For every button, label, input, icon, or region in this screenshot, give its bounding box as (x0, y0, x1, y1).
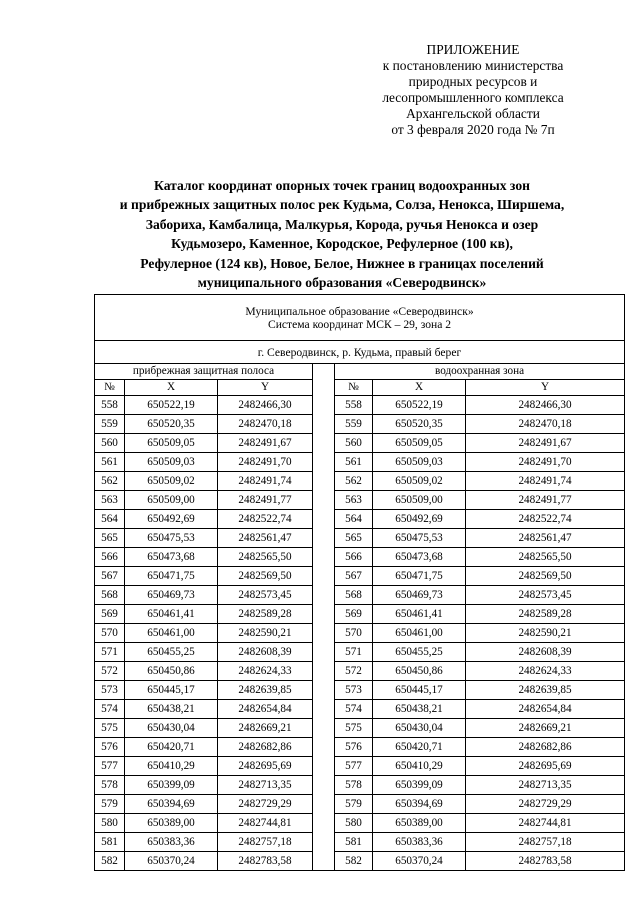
appendix-line: природных ресурсов и (408, 74, 538, 89)
right-y-coordinate: 2482624,33 (466, 662, 625, 681)
right-y-coordinate: 2482654,84 (466, 700, 625, 719)
left-y-coordinate: 2482654,84 (218, 700, 313, 719)
table-row (95, 681, 625, 700)
left-y-coordinate: 2482491,67 (218, 434, 313, 453)
table-row (95, 719, 625, 738)
table-row (95, 814, 625, 833)
left-point-number: 570 (95, 624, 125, 643)
right-x-coordinate: 650461,41 (373, 605, 466, 624)
left-point-number: 569 (95, 605, 125, 624)
column-header-y: Y (218, 380, 313, 396)
left-y-coordinate: 2482491,70 (218, 453, 313, 472)
table-row (95, 795, 625, 814)
table-row (95, 738, 625, 757)
title-line: и прибрежных защитных полос рек Кудьма, Солза, Ненокса, Ширшема, (119, 197, 565, 213)
right-point-number: 560 (335, 434, 373, 453)
column-header-x: X (373, 380, 466, 396)
right-y-coordinate: 2482491,77 (466, 491, 625, 510)
left-point-number: 580 (95, 814, 125, 833)
left-y-coordinate: 2482757,18 (218, 833, 313, 852)
left-x-coordinate: 650438,21 (125, 700, 218, 719)
left-point-number: 581 (95, 833, 125, 852)
right-y-coordinate: 2482491,74 (466, 472, 625, 491)
left-point-number: 558 (95, 396, 125, 415)
column-separator (313, 364, 335, 871)
right-point-number: 564 (335, 510, 373, 529)
right-y-coordinate: 2482783,58 (466, 852, 625, 871)
right-point-number: 570 (335, 624, 373, 643)
right-point-number: 562 (335, 472, 373, 491)
right-point-number: 575 (335, 719, 373, 738)
left-point-number: 571 (95, 643, 125, 662)
right-y-coordinate: 2482589,28 (466, 605, 625, 624)
column-header-x: X (125, 380, 218, 396)
title-line: Каталог координат опорных точек границ водоохранных зон (154, 178, 530, 193)
right-point-number: 569 (335, 605, 373, 624)
table-header-municipality-row (95, 295, 625, 341)
right-point-number: 576 (335, 738, 373, 757)
table-header-location-row (95, 341, 625, 364)
table-row (95, 700, 625, 719)
right-point-number: 581 (335, 833, 373, 852)
left-point-number: 575 (95, 719, 125, 738)
table-row (95, 472, 625, 491)
table-row (95, 548, 625, 567)
title-line: Забориха, Камбалица, Малкурья, Корода, ручья Ненокса и озер (145, 216, 539, 232)
left-point-number: 560 (95, 434, 125, 453)
left-point-number: 577 (95, 757, 125, 776)
left-y-coordinate: 2482561,47 (218, 529, 313, 548)
left-x-coordinate: 650383,36 (125, 833, 218, 852)
left-point-number: 559 (95, 415, 125, 434)
left-y-coordinate: 2482569,50 (218, 567, 313, 586)
right-x-coordinate: 650475,53 (373, 529, 466, 548)
title-line: Кудьмозеро, Каменное, Кородское, Рефулерное (100 кв), (171, 236, 513, 252)
left-x-coordinate: 650473,68 (125, 548, 218, 567)
left-x-coordinate: 650509,03 (125, 453, 218, 472)
table-row (95, 624, 625, 643)
table-row (95, 415, 625, 434)
left-point-number: 563 (95, 491, 125, 510)
right-y-coordinate: 2482491,70 (466, 453, 625, 472)
left-point-number: 576 (95, 738, 125, 757)
coordinates-table (94, 294, 625, 871)
right-x-coordinate: 650520,35 (373, 415, 466, 434)
appendix-heading: ПРИЛОЖЕНИЕ (426, 42, 520, 57)
right-y-coordinate: 2482561,47 (466, 529, 625, 548)
right-point-number: 566 (335, 548, 373, 567)
left-x-coordinate: 650461,41 (125, 605, 218, 624)
left-point-number: 562 (95, 472, 125, 491)
right-point-number: 574 (335, 700, 373, 719)
left-point-number: 578 (95, 776, 125, 795)
table-row (95, 662, 625, 681)
left-point-number: 565 (95, 529, 125, 548)
left-x-coordinate: 650394,69 (125, 795, 218, 814)
right-y-coordinate: 2482608,39 (466, 643, 625, 662)
right-x-coordinate: 650383,36 (373, 833, 466, 852)
left-y-coordinate: 2482608,39 (218, 643, 313, 662)
left-y-coordinate: 2482491,77 (218, 491, 313, 510)
right-x-coordinate: 650469,73 (373, 586, 466, 605)
right-y-coordinate: 2482639,85 (466, 681, 625, 700)
left-x-coordinate: 650471,75 (125, 567, 218, 586)
municipality-name: Муниципальное образование «Северодвинск» (245, 304, 474, 318)
right-x-coordinate: 650509,03 (373, 453, 466, 472)
table-row (95, 643, 625, 662)
table-row (95, 833, 625, 852)
right-x-coordinate: 650455,25 (373, 643, 466, 662)
coordinate-system: Система координат МСК – 29, зона 2 (267, 317, 452, 331)
right-x-coordinate: 650430,04 (373, 719, 466, 738)
right-x-coordinate: 650509,00 (373, 491, 466, 510)
left-y-coordinate: 2482470,18 (218, 415, 313, 434)
left-y-coordinate: 2482744,81 (218, 814, 313, 833)
left-x-coordinate: 650420,71 (125, 738, 218, 757)
right-y-coordinate: 2482565,50 (466, 548, 625, 567)
left-y-coordinate: 2482589,28 (218, 605, 313, 624)
right-point-number: 568 (335, 586, 373, 605)
right-x-coordinate: 650473,68 (373, 548, 466, 567)
right-point-number: 578 (335, 776, 373, 795)
right-y-coordinate: 2482757,18 (466, 833, 625, 852)
right-point-number: 580 (335, 814, 373, 833)
appendix-block (330, 42, 616, 138)
right-y-coordinate: 2482744,81 (466, 814, 625, 833)
right-x-coordinate: 650445,17 (373, 681, 466, 700)
title-line: Рефулерное (124 кв), Новое, Белое, Нижнее в границах поселений (140, 255, 544, 271)
right-y-coordinate: 2482682,86 (466, 738, 625, 757)
left-point-number: 564 (95, 510, 125, 529)
right-point-number: 567 (335, 567, 373, 586)
left-x-coordinate: 650389,00 (125, 814, 218, 833)
left-point-number: 582 (95, 852, 125, 871)
table-row (95, 396, 625, 415)
left-point-number: 567 (95, 567, 125, 586)
right-x-coordinate: 650450,86 (373, 662, 466, 681)
table-header-columns-row (95, 380, 625, 396)
right-point-number: 572 (335, 662, 373, 681)
left-point-number: 572 (95, 662, 125, 681)
right-y-coordinate: 2482569,50 (466, 567, 625, 586)
table-row (95, 453, 625, 472)
right-y-coordinate: 2482695,69 (466, 757, 625, 776)
left-y-coordinate: 2482669,21 (218, 719, 313, 738)
left-y-coordinate: 2482565,50 (218, 548, 313, 567)
left-y-coordinate: 2482573,45 (218, 586, 313, 605)
left-y-coordinate: 2482639,85 (218, 681, 313, 700)
right-x-coordinate: 650509,05 (373, 434, 466, 453)
left-point-number: 573 (95, 681, 125, 700)
municipality-cell (95, 295, 625, 341)
left-y-coordinate: 2482682,86 (218, 738, 313, 757)
table-row (95, 852, 625, 871)
column-header-num: № (95, 380, 125, 396)
appendix-line: к постановлению министерства (382, 58, 564, 73)
table-row (95, 586, 625, 605)
right-x-coordinate: 650399,09 (373, 776, 466, 795)
appendix-line: Архангельской области (406, 106, 540, 121)
left-point-number: 574 (95, 700, 125, 719)
right-x-coordinate: 650389,00 (373, 814, 466, 833)
left-x-coordinate: 650522,19 (125, 396, 218, 415)
left-x-coordinate: 650450,86 (125, 662, 218, 681)
table-row (95, 776, 625, 795)
right-point-number: 579 (335, 795, 373, 814)
right-y-coordinate: 2482573,45 (466, 586, 625, 605)
table-row (95, 434, 625, 453)
left-y-coordinate: 2482695,69 (218, 757, 313, 776)
right-x-coordinate: 650471,75 (373, 567, 466, 586)
right-x-coordinate: 650461,00 (373, 624, 466, 643)
table-row (95, 529, 625, 548)
left-x-coordinate: 650520,35 (125, 415, 218, 434)
right-point-number: 573 (335, 681, 373, 700)
right-x-coordinate: 650410,29 (373, 757, 466, 776)
right-y-coordinate: 2482729,29 (466, 795, 625, 814)
right-x-coordinate: 650438,21 (373, 700, 466, 719)
right-point-number: 577 (335, 757, 373, 776)
left-x-coordinate: 650445,17 (125, 681, 218, 700)
left-x-coordinate: 650430,04 (125, 719, 218, 738)
right-point-number: 582 (335, 852, 373, 871)
left-x-coordinate: 650410,29 (125, 757, 218, 776)
appendix-date-line: от 3 февраля 2020 года № 7п (391, 122, 555, 137)
left-x-coordinate: 650509,02 (125, 472, 218, 491)
column-header-num: № (335, 380, 373, 396)
left-y-coordinate: 2482491,74 (218, 472, 313, 491)
left-x-coordinate: 650461,00 (125, 624, 218, 643)
left-y-coordinate: 2482624,33 (218, 662, 313, 681)
right-point-number: 561 (335, 453, 373, 472)
left-y-coordinate: 2482590,21 (218, 624, 313, 643)
left-x-coordinate: 650475,53 (125, 529, 218, 548)
appendix-line: лесопромышленного комплекса (382, 90, 564, 105)
right-x-coordinate: 650522,19 (373, 396, 466, 415)
location-cell: г. Северодвинск, р. Кудьма, правый берег (95, 341, 625, 364)
left-y-coordinate: 2482783,58 (218, 852, 313, 871)
left-y-coordinate: 2482729,29 (218, 795, 313, 814)
right-point-number: 558 (335, 396, 373, 415)
column-header-y: Y (466, 380, 625, 396)
right-x-coordinate: 650394,69 (373, 795, 466, 814)
right-x-coordinate: 650370,24 (373, 852, 466, 871)
table-row (95, 491, 625, 510)
right-x-coordinate: 650509,02 (373, 472, 466, 491)
right-x-coordinate: 650492,69 (373, 510, 466, 529)
right-y-coordinate: 2482522,74 (466, 510, 625, 529)
title-line: муниципального образования «Северодвинск» (197, 275, 487, 291)
document-title (70, 176, 614, 292)
left-point-number: 566 (95, 548, 125, 567)
right-point-number: 563 (335, 491, 373, 510)
left-x-coordinate: 650370,24 (125, 852, 218, 871)
left-y-coordinate: 2482466,30 (218, 396, 313, 415)
left-y-coordinate: 2482713,35 (218, 776, 313, 795)
left-x-coordinate: 650399,09 (125, 776, 218, 795)
right-x-coordinate: 650420,71 (373, 738, 466, 757)
right-y-coordinate: 2482590,21 (466, 624, 625, 643)
left-x-coordinate: 650469,73 (125, 586, 218, 605)
table-header-group-row (95, 364, 625, 380)
right-y-coordinate: 2482669,21 (466, 719, 625, 738)
left-x-coordinate: 650509,05 (125, 434, 218, 453)
group-header-protective-strip: прибрежная защитная полоса (95, 364, 313, 380)
table-row (95, 510, 625, 529)
right-y-coordinate: 2482491,67 (466, 434, 625, 453)
right-point-number: 571 (335, 643, 373, 662)
right-point-number: 565 (335, 529, 373, 548)
left-x-coordinate: 650509,00 (125, 491, 218, 510)
left-x-coordinate: 650492,69 (125, 510, 218, 529)
right-y-coordinate: 2482713,35 (466, 776, 625, 795)
left-x-coordinate: 650455,25 (125, 643, 218, 662)
right-y-coordinate: 2482466,30 (466, 396, 625, 415)
table-row (95, 605, 625, 624)
left-y-coordinate: 2482522,74 (218, 510, 313, 529)
table-row (95, 757, 625, 776)
table-row (95, 567, 625, 586)
right-point-number: 559 (335, 415, 373, 434)
group-header-water-protection-zone: водоохранная зона (335, 364, 625, 380)
left-point-number: 561 (95, 453, 125, 472)
right-y-coordinate: 2482470,18 (466, 415, 625, 434)
left-point-number: 568 (95, 586, 125, 605)
left-point-number: 579 (95, 795, 125, 814)
